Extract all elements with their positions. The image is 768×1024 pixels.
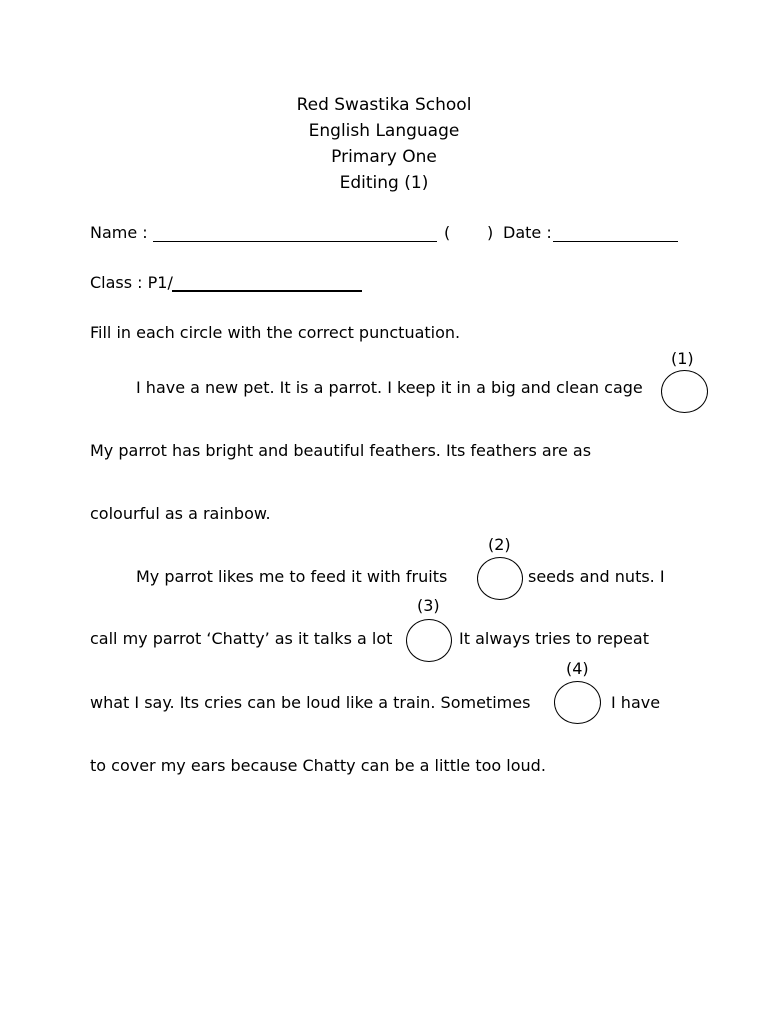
name-field[interactable] [153, 241, 437, 242]
date-label: Date : [503, 223, 552, 242]
passage-line-6a: what I say. Its cries can be loud like a train. Sometimes [90, 693, 531, 712]
index-paren-close: ) [487, 223, 494, 242]
blank-3-number: (3) [417, 596, 440, 615]
passage-line-5b: It always tries to repeat [459, 629, 649, 648]
level-name: Primary One [331, 147, 437, 167]
blank-4-circle[interactable] [554, 681, 601, 724]
class-label: Class : P1/ [90, 273, 173, 292]
passage-line-1: I have a new pet. It is a parrot. I keep it in a big and clean cage [136, 378, 643, 397]
passage-line-5a: call my parrot ‘Chatty’ as it talks a lot [90, 629, 393, 648]
passage-line-4a: My parrot likes me to feed it with fruits [136, 567, 448, 586]
passage-line-7: to cover my ears because Chatty can be a little too loud. [90, 756, 546, 775]
index-paren-open: ( [444, 223, 451, 242]
passage-line-4b: seeds and nuts. I [528, 567, 665, 586]
passage-line-6b: I have [611, 693, 661, 712]
date-field[interactable] [553, 241, 678, 242]
blank-1-circle[interactable] [661, 370, 708, 413]
passage-line-3: colourful as a rainbow. [90, 504, 271, 523]
blank-1-number: (1) [671, 349, 694, 368]
name-label: Name : [90, 223, 148, 242]
instruction-text: Fill in each circle with the correct punctuation. [90, 323, 461, 342]
blank-2-circle[interactable] [477, 557, 523, 600]
passage-line-2: My parrot has bright and beautiful feathers. Its feathers are as [90, 441, 592, 460]
blank-2-number: (2) [488, 535, 511, 554]
blank-4-number: (4) [566, 659, 589, 678]
blank-3-circle[interactable] [406, 619, 452, 662]
class-field[interactable] [172, 290, 362, 292]
school-name: Red Swastika School [296, 95, 472, 115]
worksheet-title: Editing (1) [339, 173, 429, 193]
subject-name: English Language [308, 121, 460, 141]
